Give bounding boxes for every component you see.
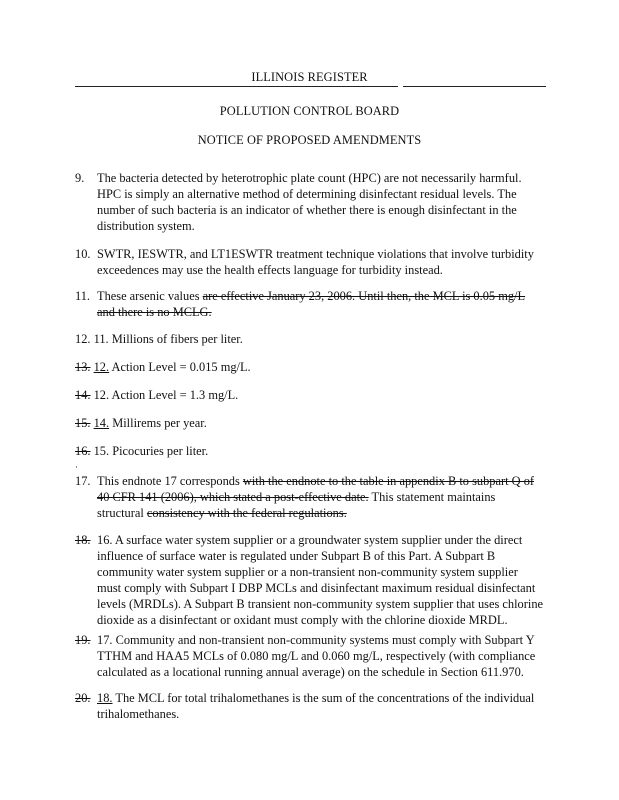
endnote-9 (75, 170, 545, 234)
endnote-18 (75, 532, 545, 628)
register-title: ILLINOIS REGISTER (251, 70, 368, 84)
endnote-11 (75, 288, 545, 320)
endnote-old-number: 19. (75, 633, 91, 647)
endnote-text: 11. Millions of fibers per liter. (93, 332, 243, 346)
notice-title: NOTICE OF PROPOSED AMENDMENTS (197, 133, 422, 147)
header-rule-left (75, 86, 398, 87)
endnote-20 (75, 690, 545, 722)
endnote-14 (75, 387, 238, 403)
endnote-16 (75, 443, 208, 459)
endnote-new-number: 12. (93, 388, 110, 402)
endnote-10 (75, 246, 545, 278)
endnote-new-number: 12. (93, 360, 110, 374)
endnote-number: 11. (75, 289, 91, 303)
board-title: POLLUTION CONTROL BOARD (219, 104, 400, 118)
endnote-text: 17. Community and non-transient non-community systems must comply with Subpart Y TTHM and HAA5 MCLs of 0.080 mg/L and 0.060 mg/L, respectively (with compliance calculated as a locational running annual average) on the schedule in Section 611.970. (97, 633, 536, 679)
endnote-text: The bacteria detected by heterotrophic plate count (HPC) are not necessarily harmful. HPC is simply an alternative method of determining disinfectant residual levels. The number of such bacteria is an indicator of whether there is enough disinfectant in the distribution system. (97, 171, 522, 233)
endnote-text-deleted: are effective January 23, 2006. Until then, the MCL is 0.05 mg/L and there is no MCLG. (97, 289, 526, 319)
endnote-old-number: 14. (75, 388, 91, 402)
endnote-text: Action Level = 0.015 mg/L. (111, 360, 251, 374)
endnote-old-number: 20. (75, 691, 91, 705)
endnote-new-number: 14. (93, 416, 110, 430)
endnote-text-body: The MCL for total trihalomethanes is the sum of the concentrations of the individual trihalomethanes. (97, 691, 535, 721)
endnote-number: 12. (75, 332, 91, 346)
endnote-19 (75, 632, 545, 680)
endnote-text-deleted-2: consistency with the federal regulations. (146, 506, 347, 520)
endnote-text (75, 288, 545, 320)
endnote-text: 16. A surface water system supplier or a groundwater system supplier under the direct influence of surface water is regulated under Subpart B of this Part. A Subpart B community water system supplier or a non-transient non-community system supplier must comply with Subpart I DBP MCLs and disinfectant maximum residual disinfectant levels (MRDLs). A Subpart B transient non-community system supplier that uses chlorine dioxide as a disinfectant or oxidant must comply with the chlorine dioxide MRDL. (97, 533, 544, 627)
endnote-text: SWTR, IESWTR, and LT1ESWTR treatment technique violations that involve turbidity exceedences may use the health effects language for turbidity instead. (97, 247, 534, 277)
endnote-number: 10. (75, 247, 91, 261)
endnote-15 (75, 415, 207, 431)
endnote-text-deleted: with the endnote to the table in appendix B to subpart Q of 40 CFR 141 (2006), which stated a post-effective date. (97, 474, 535, 504)
endnote-text: Picocuries per liter. (112, 444, 209, 458)
endnote-text-plain: This endnote 17 corresponds (97, 474, 243, 488)
endnote-old-number: 18. (75, 533, 91, 547)
endnote-number: 9. (75, 171, 85, 185)
endnote-17 (75, 473, 545, 521)
endnote-12 (75, 331, 243, 347)
endnote-new-number: 15. (93, 444, 110, 458)
endnote-text: Millirems per year. (112, 416, 207, 430)
endnote-number: 17. (75, 474, 91, 488)
header-rule-right (403, 86, 546, 87)
endnote-text: Action Level = 1.3 mg/L. (111, 388, 239, 402)
endnote-text (75, 690, 545, 722)
endnote-old-number: 13. (75, 360, 91, 374)
endnote-new-number: 18. (97, 691, 113, 705)
endnote-old-number: 16. (75, 444, 91, 458)
endnote-old-number: 15. (75, 416, 91, 430)
endnote-text-plain-2: This statement maintains structural (97, 490, 496, 520)
stray-mark: · (75, 462, 78, 472)
endnote-13 (75, 359, 251, 375)
endnote-text (75, 473, 545, 521)
endnote-text-plain: These arsenic values (97, 289, 203, 303)
